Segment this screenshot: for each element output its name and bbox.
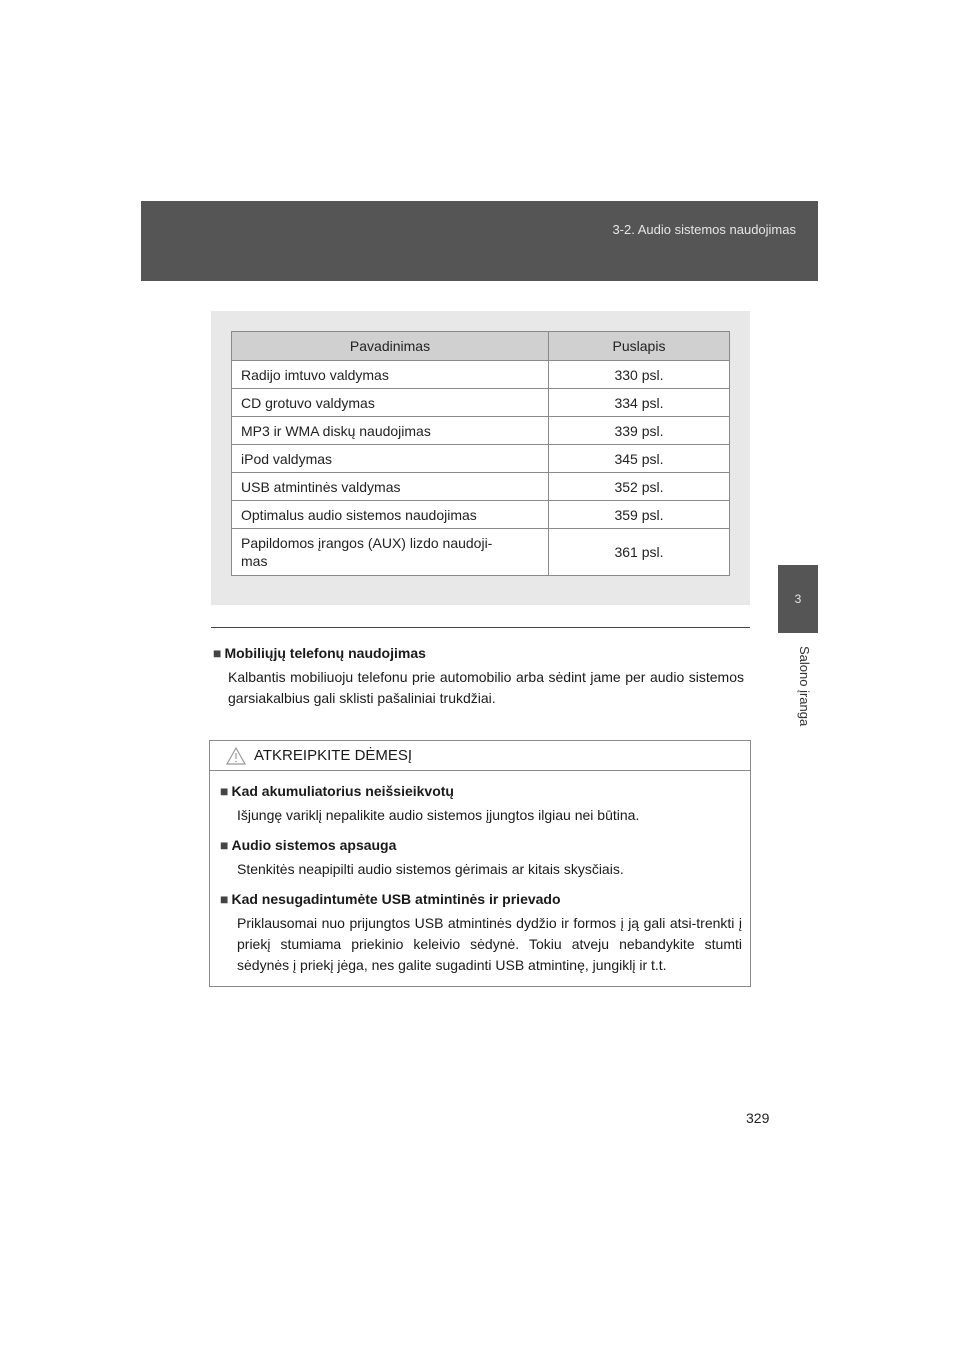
info-heading-text: Mobiliųjų telefonų naudojimas <box>224 645 426 661</box>
caution-item-heading <box>220 891 742 907</box>
square-bullet-icon: ■ <box>220 783 229 799</box>
info-heading <box>213 645 750 661</box>
table-row <box>232 473 730 501</box>
caution-heading-text: Kad nesugadintumėte USB atmintinės ir prievado <box>231 891 561 907</box>
caution-item-text: Išjungę variklį nepalikite audio sistemos įjungtos ilgiau nei būtina. <box>237 807 640 823</box>
row-page: 359 psl. <box>549 501 730 529</box>
section-title: 3-2. Audio sistemos naudojimas <box>612 222 796 237</box>
row-title: Papildomos įrangos (AUX) lizdo naudoji- mas <box>232 529 549 576</box>
chapter-number: 3 <box>794 592 802 606</box>
table-row <box>232 361 730 389</box>
square-bullet-icon: ■ <box>220 837 229 853</box>
caution-item-heading <box>220 783 742 799</box>
table-row <box>232 389 730 417</box>
page-number: 329 <box>746 1110 770 1126</box>
table-header-row <box>232 332 730 361</box>
table-row <box>232 417 730 445</box>
warning-triangle-icon <box>226 747 246 765</box>
contents-table <box>231 331 730 576</box>
row-page: 361 psl. <box>549 529 730 576</box>
square-bullet-icon: ■ <box>220 891 229 907</box>
row-page: 334 psl. <box>549 389 730 417</box>
table-row <box>232 445 730 473</box>
caution-header <box>210 741 750 771</box>
row-page: 330 psl. <box>549 361 730 389</box>
table-row <box>232 529 730 576</box>
row-page: 339 psl. <box>549 417 730 445</box>
table-row <box>232 501 730 529</box>
caution-item-heading <box>220 837 742 853</box>
row-page: 352 psl. <box>549 473 730 501</box>
caution-title: ATKREIPKITE DĖMESĮ <box>254 747 413 764</box>
caution-content <box>210 771 750 976</box>
row-title: CD grotuvo valdymas <box>232 389 549 417</box>
caution-heading-text: Kad akumuliatorius neišsieikvotų <box>231 783 454 799</box>
chapter-title: Salono įranga <box>797 646 812 727</box>
row-title: Optimalus audio sistemos naudojimas <box>232 501 549 529</box>
row-title: USB atmintinės valdymas <box>232 473 549 501</box>
info-section <box>211 645 750 709</box>
square-bullet-icon: ■ <box>213 645 222 661</box>
caution-item-text: Priklausomai nuo prijungtos USB atmintinės dydžio ir formos į ją gali atsi-trenkti į priekį stumiama priekinio keleivio sėdynė. Tokiu atveju nebandykite stumti sėdynės į priekį jėga, nes galite sugadinti USB atmintinę, jungiklį ir t.t. <box>237 915 742 973</box>
chapter-tab <box>778 565 818 633</box>
column-header-page: Puslapis <box>549 332 730 361</box>
row-page: 345 psl. <box>549 445 730 473</box>
caution-box <box>209 740 751 987</box>
section-header-band <box>141 201 818 281</box>
contents-table-panel <box>211 311 750 605</box>
caution-item-text: Stenkitės neapipilti audio sistemos gėrimais ar kitais skysčiais. <box>237 861 624 877</box>
row-title: Radijo imtuvo valdymas <box>232 361 549 389</box>
section-divider <box>211 627 750 628</box>
info-body: Kalbantis mobiliuoju telefonu prie automobilio arba sėdint jame per audio sistemos garsiakalbius gali sklisti pašaliniai trukdžiai. <box>228 669 744 706</box>
column-header-title: Pavadinimas <box>232 332 549 361</box>
caution-heading-text: Audio sistemos apsauga <box>231 837 397 853</box>
row-title: MP3 ir WMA diskų naudojimas <box>232 417 549 445</box>
row-title: iPod valdymas <box>232 445 549 473</box>
